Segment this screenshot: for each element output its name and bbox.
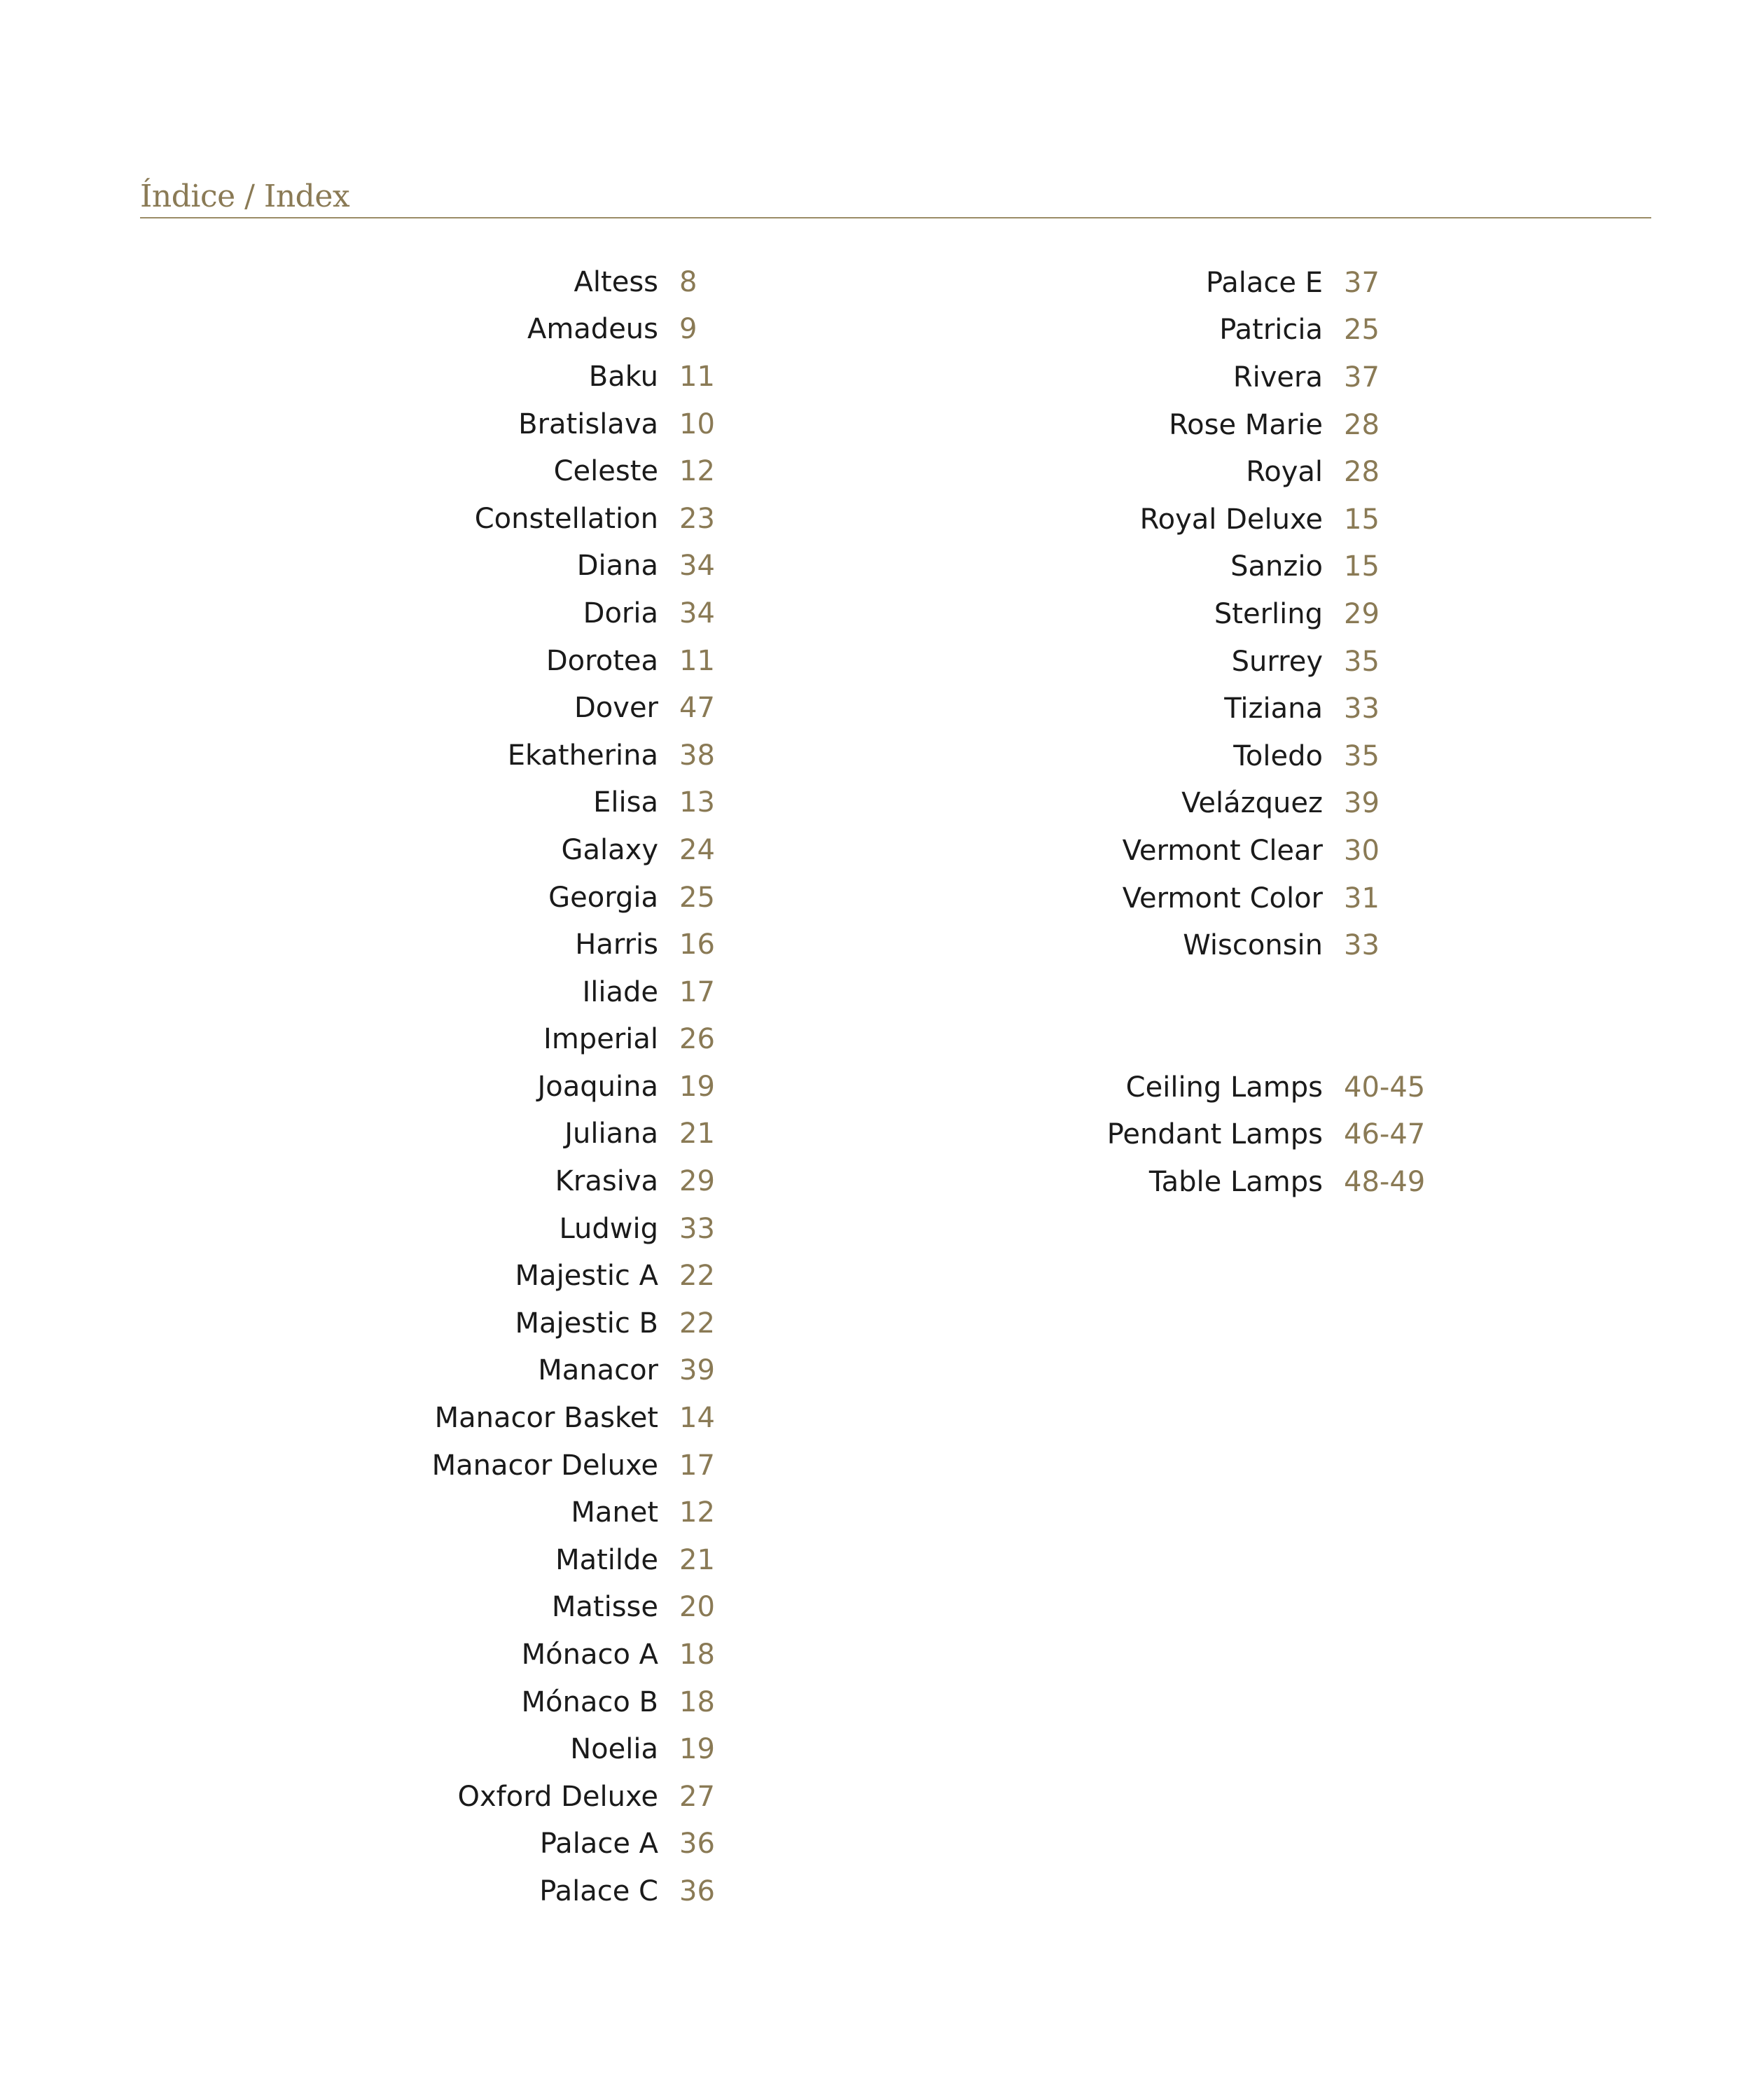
entry-name: Tiziana — [1224, 693, 1323, 725]
index-column-right — [910, 259, 1380, 969]
index-entry — [280, 637, 715, 685]
entry-name: Galaxy — [561, 833, 658, 866]
entry-page-number: 18 — [679, 1685, 715, 1718]
entry-page-number: 28 — [1344, 408, 1380, 441]
entry-page-number: 25 — [679, 881, 715, 914]
entry-page-number: 37 — [1344, 266, 1380, 299]
entry-name: Constellation — [474, 502, 658, 535]
entry-page-number: 33 — [679, 1212, 715, 1245]
index-entry — [910, 685, 1380, 732]
index-entry — [910, 1064, 1425, 1111]
entry-name: Harris — [575, 929, 658, 961]
entry-page-number: 30 — [1344, 834, 1380, 867]
entry-name: Manacor Deluxe — [431, 1449, 658, 1482]
index-entry — [910, 543, 1380, 591]
index-header — [140, 174, 1651, 218]
entry-page-number: 23 — [679, 502, 715, 535]
entry-name: Palace C — [539, 1875, 658, 1907]
entry-page-number: 20 — [679, 1591, 715, 1624]
index-entry — [280, 1300, 715, 1347]
index-entry — [910, 259, 1380, 307]
entry-page-number: 26 — [679, 1023, 715, 1056]
index-entry — [280, 684, 715, 732]
entry-name: Diana — [576, 550, 658, 583]
index-entry — [280, 1489, 715, 1536]
index-entry — [280, 1442, 715, 1489]
entry-page-number: 36 — [679, 1875, 715, 1907]
index-entry — [280, 1394, 715, 1442]
index-column-left — [280, 258, 715, 1915]
index-entry — [910, 875, 1380, 922]
entry-page-number: 15 — [1344, 503, 1380, 536]
entry-page-number: 16 — [679, 929, 715, 961]
entry-name: Joaquina — [537, 1070, 658, 1103]
entry-page-number: 24 — [679, 833, 715, 866]
entry-name: Vermont Clear — [1122, 834, 1323, 867]
entry-page-number: 25 — [1344, 314, 1380, 347]
entry-name: Wisconsin — [1183, 929, 1323, 962]
entry-name: Georgia — [548, 881, 658, 914]
entry-page-number: 33 — [1344, 693, 1380, 725]
index-entry — [280, 1252, 715, 1300]
index-entry — [280, 353, 715, 401]
entry-name: Rose Marie — [1169, 408, 1323, 441]
entry-page-number: 8 — [679, 265, 697, 298]
index-entry — [280, 447, 715, 495]
index-entry — [280, 1205, 715, 1253]
index-entry — [280, 1725, 715, 1773]
entry-name: Pendant Lamps — [1106, 1118, 1323, 1151]
index-entry — [910, 354, 1380, 401]
entry-page-number: 11 — [679, 360, 715, 393]
index-entry — [280, 1347, 715, 1395]
index-entry — [280, 1157, 715, 1205]
entry-name: Baku — [588, 360, 658, 393]
page-title: Índice / Index — [140, 179, 350, 214]
entry-page-number: 37 — [1344, 361, 1380, 394]
index-entry — [910, 496, 1380, 543]
entry-page-number: 10 — [679, 408, 715, 440]
entry-page-number: 38 — [679, 739, 715, 772]
entry-page-number: 46-47 — [1344, 1118, 1426, 1151]
index-entry — [280, 779, 715, 827]
entry-name: Sterling — [1214, 597, 1323, 630]
index-entry — [280, 1631, 715, 1678]
index-entry — [280, 826, 715, 874]
entry-page-number: 12 — [679, 1496, 715, 1529]
index-entry — [280, 1821, 715, 1868]
entry-name: Toledo — [1233, 739, 1323, 772]
entry-page-number: 15 — [1344, 550, 1380, 583]
index-entry — [280, 874, 715, 922]
entry-page-number: 18 — [679, 1639, 715, 1671]
index-entry — [280, 732, 715, 779]
entry-name: Vermont Color — [1122, 882, 1323, 915]
entry-name: Ceiling Lamps — [1125, 1071, 1323, 1104]
index-entry — [280, 1584, 715, 1632]
entry-page-number: 22 — [679, 1307, 715, 1340]
entry-page-number: 48-49 — [1344, 1165, 1426, 1198]
index-entry — [280, 543, 715, 590]
entry-name: Manacor — [538, 1354, 658, 1387]
entry-page-number: 17 — [679, 975, 715, 1008]
entry-name: Palace A — [539, 1828, 658, 1861]
index-entry — [280, 401, 715, 448]
entry-page-number: 34 — [679, 550, 715, 583]
entry-name: Table Lamps — [1148, 1165, 1323, 1198]
entry-page-number: 21 — [679, 1118, 715, 1150]
index-entry — [280, 1063, 715, 1111]
index-entry — [280, 495, 715, 543]
entry-name: Noelia — [570, 1733, 658, 1766]
index-entry — [280, 1536, 715, 1584]
index-column-categories — [910, 1064, 1425, 1206]
index-entry — [910, 1158, 1425, 1206]
entry-name: Royal — [1246, 456, 1323, 489]
index-entry — [280, 1868, 715, 1915]
entry-page-number: 28 — [1344, 456, 1380, 489]
entry-name: Surrey — [1231, 645, 1323, 678]
entry-name: Rivera — [1232, 361, 1323, 394]
entry-page-number: 34 — [679, 597, 715, 630]
entry-name: Manet — [571, 1496, 658, 1529]
entry-name: Dover — [574, 692, 658, 725]
entry-name: Celeste — [553, 455, 658, 488]
index-entry — [910, 780, 1380, 828]
entry-name: Patricia — [1219, 314, 1323, 347]
index-entry — [280, 258, 715, 306]
index-entry — [280, 1678, 715, 1726]
index-entry — [910, 732, 1380, 780]
entry-name: Palace E — [1205, 266, 1323, 299]
entry-name: Majestic A — [515, 1260, 658, 1293]
entry-page-number: 9 — [679, 313, 697, 346]
entry-name: Bratislava — [518, 408, 658, 440]
entry-page-number: 22 — [679, 1260, 715, 1293]
entry-page-number: 13 — [679, 786, 715, 819]
entry-page-number: 35 — [1344, 739, 1380, 772]
entry-name: Amadeus — [527, 313, 658, 346]
entry-name: Altess — [574, 265, 658, 298]
entry-page-number: 35 — [1344, 645, 1380, 678]
entry-name: Matisse — [551, 1591, 658, 1624]
entry-name: Krasiva — [555, 1165, 658, 1198]
entry-name: Majestic B — [515, 1307, 658, 1340]
entry-page-number: 14 — [679, 1402, 715, 1435]
entry-page-number: 40-45 — [1344, 1071, 1426, 1104]
entry-name: Mónaco B — [521, 1685, 658, 1718]
index-entry — [280, 1016, 715, 1064]
entry-page-number: 29 — [679, 1165, 715, 1198]
entry-page-number: 31 — [1344, 882, 1380, 915]
entry-page-number: 29 — [1344, 597, 1380, 630]
entry-name: Iliade — [582, 975, 658, 1008]
entry-name: Manacor Basket — [434, 1402, 658, 1435]
entry-page-number: 39 — [679, 1354, 715, 1387]
index-entry — [280, 968, 715, 1016]
index-entry — [910, 1111, 1425, 1159]
index-entry — [910, 590, 1380, 638]
index-entry — [910, 401, 1380, 449]
entry-page-number: 27 — [679, 1780, 715, 1813]
entry-name: Dorotea — [546, 644, 658, 677]
entry-page-number: 17 — [679, 1449, 715, 1482]
entry-name: Sanzio — [1230, 550, 1323, 583]
entry-name: Doria — [583, 597, 658, 630]
index-entry — [280, 1773, 715, 1821]
index-entry — [280, 1111, 715, 1158]
entry-name: Imperial — [543, 1023, 658, 1056]
index-entry — [910, 922, 1380, 969]
entry-page-number: 21 — [679, 1543, 715, 1576]
entry-name: Ekatherina — [507, 739, 658, 772]
entry-page-number: 33 — [1344, 929, 1380, 962]
entry-name: Velázquez — [1181, 787, 1323, 820]
index-entry — [280, 306, 715, 354]
entry-page-number: 19 — [679, 1070, 715, 1103]
entry-name: Oxford Deluxe — [457, 1780, 658, 1813]
entry-page-number: 39 — [1344, 787, 1380, 820]
entry-name: Ludwig — [559, 1212, 658, 1245]
entry-name: Matilde — [555, 1543, 658, 1576]
entry-name: Elisa — [593, 786, 658, 819]
index-entry — [910, 827, 1380, 875]
entry-page-number: 11 — [679, 644, 715, 677]
entry-page-number: 12 — [679, 455, 715, 488]
entry-page-number: 36 — [679, 1828, 715, 1861]
index-entry — [280, 590, 715, 637]
entry-name: Mónaco A — [521, 1639, 658, 1671]
entry-page-number: 19 — [679, 1733, 715, 1766]
entry-page-number: 47 — [679, 692, 715, 725]
index-entry — [910, 638, 1380, 686]
index-entry — [910, 448, 1380, 496]
entry-name: Juliana — [564, 1118, 658, 1150]
index-entry — [280, 921, 715, 968]
entry-name: Royal Deluxe — [1139, 503, 1323, 536]
index-entry — [910, 307, 1380, 354]
